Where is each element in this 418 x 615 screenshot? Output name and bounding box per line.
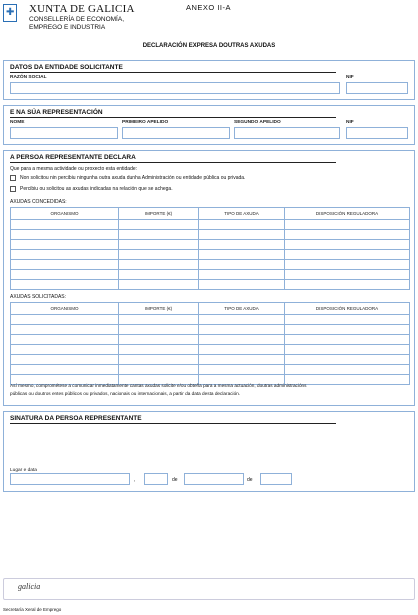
- col-organismo: ORGANISMO: [11, 208, 119, 220]
- option-listed-checkbox[interactable]: [10, 186, 16, 192]
- galicia-logo: galicia: [18, 582, 41, 591]
- requested-table: [10, 302, 410, 385]
- col-organismo: ORGANISMO: [11, 303, 119, 315]
- primeiro-apelido-field[interactable]: [122, 127, 230, 139]
- footer-box: [3, 578, 415, 600]
- table-row[interactable]: [11, 355, 410, 365]
- month-field[interactable]: [184, 473, 244, 485]
- department-name: [29, 16, 124, 32]
- option-listed-label: Percibiu ou solicitou as axudas indicadas na relación que se achega.: [20, 186, 173, 192]
- entity-heading: DATOS DA ENTIDADE SOLICITANTE: [10, 64, 123, 71]
- dept-line-2: EMPREGO E INDUSTRIA: [29, 24, 106, 31]
- heading-rule: [10, 72, 336, 73]
- xunta-logo-icon: ✚: [3, 4, 17, 22]
- document-title: DECLARACIÓN EXPRESA DOUTRAS AXUDAS: [142, 43, 276, 49]
- annex-label: ANEXO II-A: [186, 3, 232, 12]
- commitment-line-2: públicas ou doutros entes públicos ou privados, nacionais ou internacionais, a partir da data desta declaración.: [10, 391, 241, 396]
- declaration-heading: A PERSOA REPRESENTANTE DECLARA: [10, 154, 136, 161]
- rep-nif-label: NIF: [346, 120, 354, 125]
- footer-org: Secretaría Xeral de Emprego: [3, 607, 62, 612]
- representative-heading: E NA SÚA REPRESENTACIÓN: [10, 109, 103, 116]
- dept-line-1: CONSELLERÍA DE ECONOMÍA,: [29, 16, 124, 23]
- table-row[interactable]: [11, 335, 410, 345]
- col-importe: IMPORTE (€): [119, 303, 199, 315]
- col-importe: IMPORTE (€): [119, 208, 199, 220]
- de-separator-2: de: [247, 477, 253, 483]
- requested-label: AXUDAS SOLICITADAS:: [10, 294, 67, 300]
- place-date-label: Lugar e data: [10, 468, 37, 473]
- primeiro-apelido-label: PRIMEIRO APELIDO: [122, 120, 169, 125]
- entity-section: [3, 60, 415, 100]
- commitment-line-1: Así mesmo, comprométese a comunicar inmediatamente cantas axudas solicite e/ou obteña para a mesma actuación, doutras administracións: [10, 383, 307, 388]
- heading-rule: [10, 117, 336, 118]
- granted-label: AXUDAS CONCEDIDAS:: [10, 199, 67, 205]
- nome-label: NOME: [10, 120, 25, 125]
- nome-field[interactable]: [10, 127, 118, 139]
- signature-section: [3, 411, 415, 492]
- segundo-apelido-field[interactable]: [234, 127, 340, 139]
- table-row[interactable]: [11, 325, 410, 335]
- col-disposicion: DISPOSICIÓN REGULADORA: [285, 208, 410, 220]
- table-row[interactable]: [11, 365, 410, 375]
- entity-nif-label: NIF: [346, 75, 354, 80]
- declaration-intro: Que para a mesma actividade ou proxecto esta entidade:: [10, 166, 138, 172]
- col-tipo: TIPO DE AXUDA: [199, 303, 285, 315]
- table-row[interactable]: [11, 240, 410, 250]
- place-field[interactable]: [10, 473, 130, 485]
- table-header-row: [11, 303, 410, 315]
- rep-nif-field[interactable]: [346, 127, 408, 139]
- signature-heading: SINATURA DA PERSOA REPRESENTANTE: [10, 415, 142, 422]
- table-row[interactable]: [11, 315, 410, 325]
- table-header-row: [11, 208, 410, 220]
- representative-section: [3, 105, 415, 145]
- comma-separator: ,: [134, 477, 136, 483]
- table-row[interactable]: [11, 230, 410, 240]
- razon-social-label: RAZÓN SOCIAL: [10, 75, 47, 80]
- col-disposicion: DISPOSICIÓN REGULADORA: [285, 303, 410, 315]
- table-row[interactable]: [11, 345, 410, 355]
- razon-social-field[interactable]: [10, 82, 340, 94]
- table-row[interactable]: [11, 260, 410, 270]
- day-field[interactable]: [144, 473, 168, 485]
- granted-table: [10, 207, 410, 290]
- option-none-label: Non solicitou nin percibiu ningunha outra axuda dunha Administración ou entidade pública ou privada.: [20, 175, 246, 181]
- option-none-checkbox[interactable]: [10, 175, 16, 181]
- table-row[interactable]: [11, 280, 410, 290]
- segundo-apelido-label: SEGUNDO APELIDO: [234, 120, 281, 125]
- brand-name: XUNTA DE GALICIA: [29, 3, 135, 15]
- de-separator-1: de: [172, 477, 178, 483]
- table-row[interactable]: [11, 250, 410, 260]
- year-field[interactable]: [260, 473, 292, 485]
- table-row[interactable]: [11, 270, 410, 280]
- heading-rule: [10, 423, 336, 424]
- declaration-section: [3, 150, 415, 406]
- col-tipo: TIPO DE AXUDA: [199, 208, 285, 220]
- entity-nif-field[interactable]: [346, 82, 408, 94]
- table-row[interactable]: [11, 220, 410, 230]
- heading-rule: [10, 162, 336, 163]
